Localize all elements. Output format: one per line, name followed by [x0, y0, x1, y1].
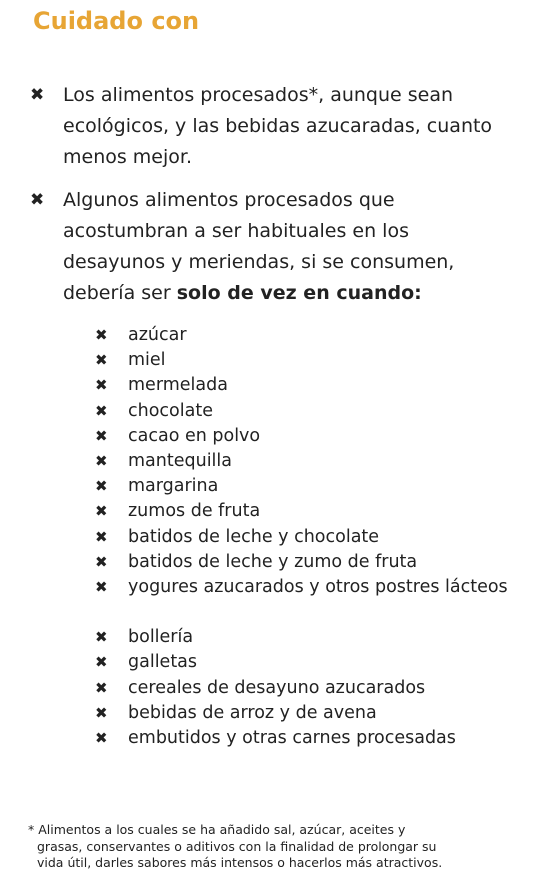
sub-list-item: [0, 474, 546, 499]
footnote-text: Alimentos a los cuales se ha añadido sal, azúcar, aceites y: [38, 822, 406, 837]
cross-icon: ✖: [95, 326, 108, 344]
cross-icon: ✖: [95, 527, 108, 546]
sub-list-item-text: cereales de desayuno azucarados: [128, 677, 426, 698]
sub-list-item: [0, 323, 546, 348]
cross-icon: ✖: [95, 653, 108, 672]
sub-list-item: [0, 348, 546, 373]
cross-icon: ✖: [95, 729, 108, 748]
list-item-text: Los alimentos procesados*, aunque sean ecológicos, y las bebidas azucaradas, cuanto menos mejor.: [63, 84, 493, 168]
sub-list-item-text: mermelada: [128, 375, 228, 396]
sub-list-item: [0, 625, 546, 650]
sub-list-item: [0, 449, 546, 474]
sub-list-item: [0, 525, 546, 550]
footnote-line: [28, 822, 536, 839]
footnote-line: grasas, conservantes o aditivos con la finalidad de prolongar su: [37, 838, 437, 854]
cross-icon: ✖: [95, 502, 108, 521]
sub-list-item: [0, 676, 546, 701]
sub-list-item-text: bebidas de arroz y de avena: [128, 702, 377, 723]
sub-list-item-text: yogures azucarados y otros postres lácteos: [128, 576, 508, 597]
sub-list-item: [0, 399, 546, 424]
footnote: [28, 822, 536, 872]
cross-icon: ✖: [95, 577, 108, 596]
sub-list-item: [0, 575, 546, 625]
cross-icon: ✖: [95, 376, 108, 395]
sub-list-item-text: margarina: [128, 476, 219, 497]
cross-icon: ✖: [95, 703, 108, 722]
sub-list-item-text: galletas: [128, 652, 198, 673]
list-item-text-bold: solo de vez en cuando:: [176, 282, 422, 304]
cross-icon: ✖: [95, 401, 108, 420]
cross-icon: ✖: [30, 190, 45, 210]
cross-icon: ✖: [95, 451, 108, 470]
sub-list-item-text: mantequilla: [128, 450, 233, 471]
sub-list-item-text: batidos de leche y zumo de fruta: [128, 551, 418, 572]
cross-icon: ✖: [95, 351, 108, 370]
cross-icon: ✖: [30, 85, 45, 105]
sub-list-item: [0, 550, 546, 575]
section-title: Cuidado con: [33, 7, 200, 35]
sub-list-item-text: azúcar: [128, 325, 187, 345]
sub-list-item-text: batidos de leche y chocolate: [128, 526, 380, 547]
sub-list-item-text: embutidos y otras carnes procesadas: [128, 728, 456, 749]
sub-list-item: [0, 701, 546, 726]
sub-list-item-text: miel: [128, 350, 166, 371]
cross-icon: ✖: [95, 628, 108, 647]
sub-list-item-text: cacao en polvo: [128, 425, 261, 446]
footnote-marker: *: [28, 822, 35, 837]
list-item-text-regular: Algunos alimentos procesados que acostumbran a ser habituales en los desayunos y meriendas, si se consumen, debería ser: [63, 189, 455, 304]
sub-list: [0, 323, 546, 751]
cross-icon: ✖: [95, 426, 108, 445]
footnote-line: vida útil, darles sabores más intensos o hacerlos más atractivos.: [37, 855, 443, 870]
list-item-text: [63, 185, 515, 309]
sub-list-item: [0, 424, 546, 449]
sub-list-item: [0, 373, 546, 398]
sub-list-item: [0, 499, 546, 524]
cross-icon: ✖: [95, 477, 108, 496]
sub-list-item-text: zumos de fruta: [128, 501, 261, 522]
sub-list-item: [0, 726, 546, 751]
sub-list-item: [0, 650, 546, 675]
sub-list-item-text: bollería: [128, 627, 194, 648]
cross-icon: ✖: [95, 678, 108, 697]
cross-icon: ✖: [95, 552, 108, 571]
sub-list-item-text: chocolate: [128, 400, 213, 421]
